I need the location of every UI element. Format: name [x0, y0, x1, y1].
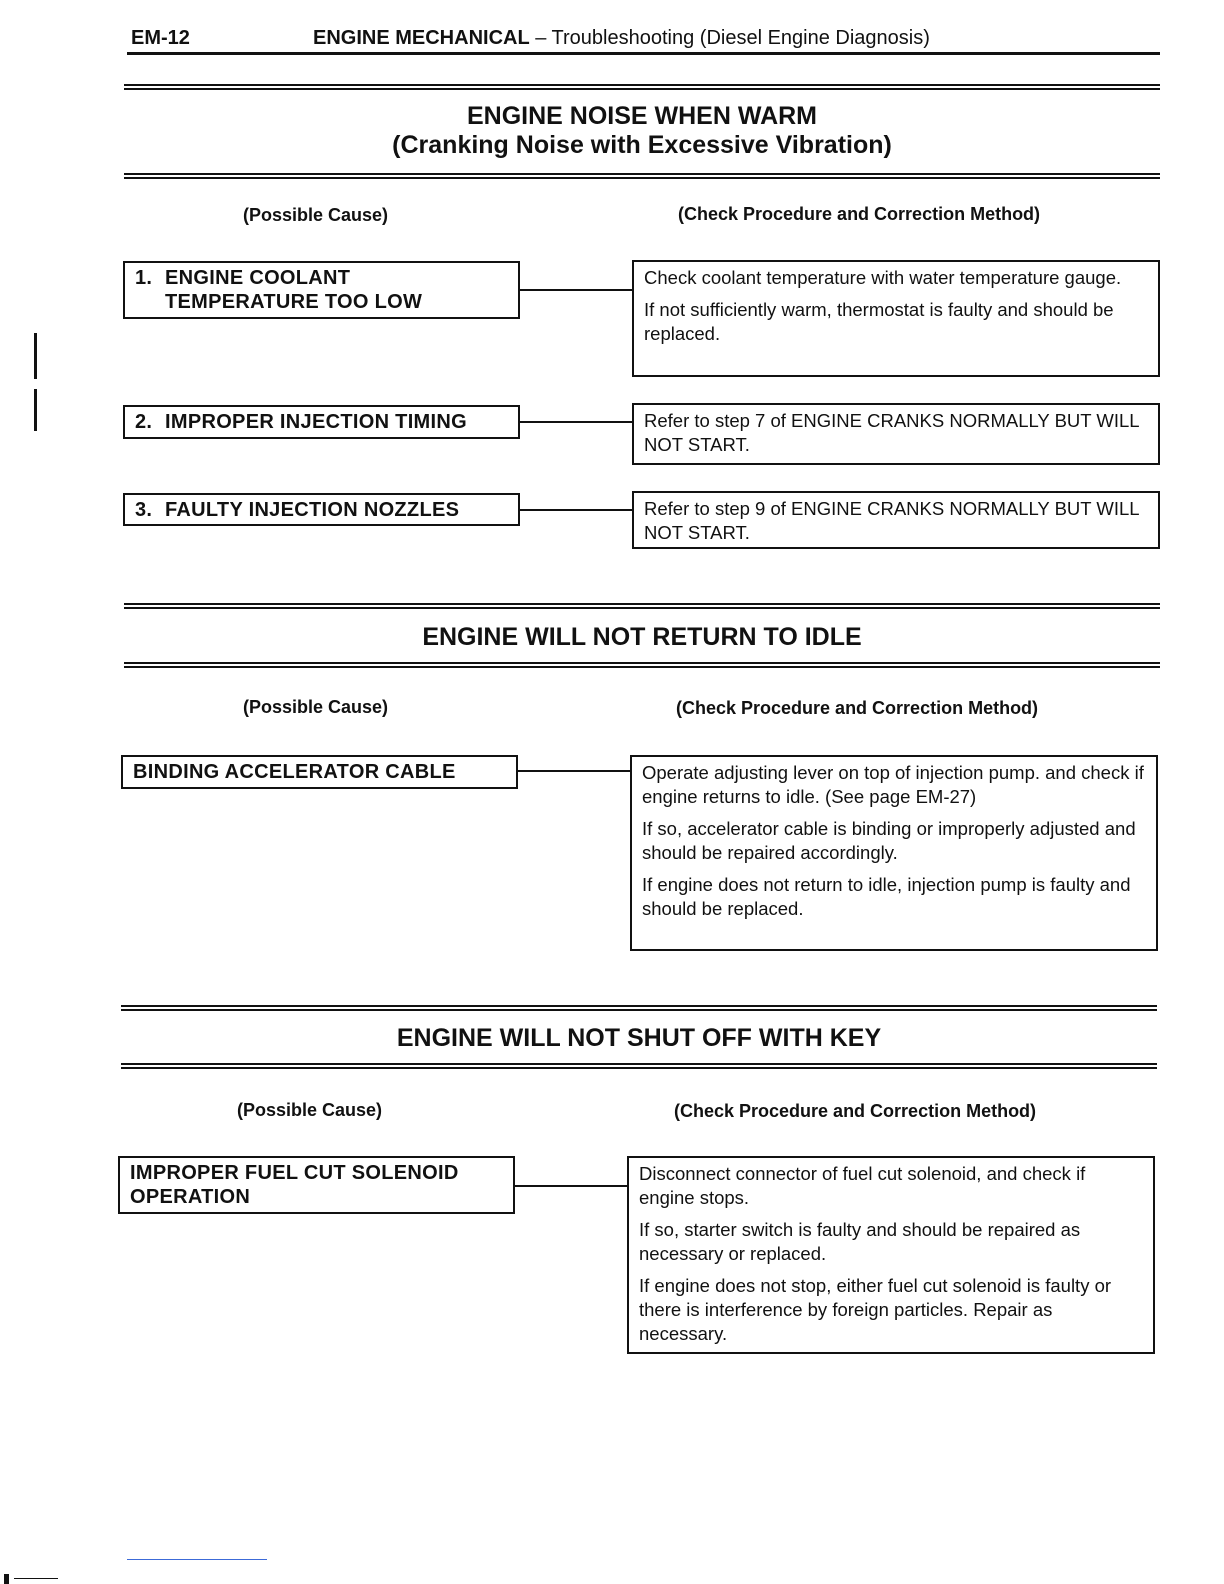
check-procedure-heading: (Check Procedure and Correction Method) — [676, 698, 1039, 718]
check-box — [630, 755, 1158, 951]
section-title-line: ENGINE NOISE WHEN WARM — [466, 102, 817, 130]
cause-text-continued: OPERATION — [130, 1186, 251, 1208]
cause-box — [118, 1156, 515, 1214]
section-title: ENGINE WILL NOT SHUT OFF WITH KEY — [396, 1024, 882, 1052]
cause-box — [123, 493, 520, 526]
connector-line — [518, 770, 630, 772]
cause-text: IMPROPER FUEL CUT SOLENOID — [130, 1162, 459, 1184]
margin-change-bar — [34, 389, 37, 431]
section-rule-bottom — [124, 173, 1160, 179]
header-rule — [127, 52, 1160, 55]
check-step: Check coolant temperature with water temperature gauge. — [644, 267, 1122, 288]
cause-box — [123, 405, 520, 439]
cause-box — [121, 755, 518, 789]
check-step: Refer to step 9 of ENGINE CRANKS NORMALLY BUT WILL NOT START. — [644, 498, 1139, 543]
possible-cause-heading: (Possible Cause) — [243, 205, 389, 225]
check-step: If so, accelerator cable is binding or improperly adjusted and should be repaired accordingly. — [642, 818, 1136, 863]
header-subtitle: – Troubleshooting (Diesel Engine Diagnosis) — [529, 27, 930, 49]
section-rule-bottom — [124, 662, 1160, 668]
check-step: If not sufficiently warm, thermostat is faulty and should be replaced. — [644, 299, 1114, 344]
section-rule-bottom — [121, 1063, 1157, 1069]
header-section: ENGINE MECHANICAL — [313, 27, 530, 49]
check-step: If so, starter switch is faulty and should be repaired as necessary or replaced. — [639, 1219, 1081, 1264]
cause-box — [123, 261, 520, 319]
cause-text: ENGINE COOLANT — [165, 267, 351, 289]
section-rule-top — [124, 603, 1160, 609]
cause-text-continued: TEMPERATURE TOO LOW — [165, 291, 423, 313]
cause-text: IMPROPER INJECTION TIMING — [165, 411, 467, 433]
check-step: Operate adjusting lever on top of injection pump. and check if engine returns to idle. (See page EM-27) — [642, 762, 1144, 807]
section-rule-top — [121, 1005, 1157, 1011]
cause-text: FAULTY INJECTION NOZZLES — [165, 499, 460, 521]
check-step: If engine does not stop, either fuel cut solenoid is faulty or there is interference by foreign particles. Repair as necessary. — [639, 1275, 1112, 1344]
connector-line — [520, 289, 632, 291]
check-box — [632, 491, 1160, 549]
cause-number: 2. — [135, 411, 153, 433]
cause-number: 1. — [135, 267, 153, 289]
check-box — [627, 1156, 1155, 1354]
section-title-subline: (Cranking Noise with Excessive Vibration) — [392, 131, 892, 159]
page-code: EM-12 — [131, 27, 190, 49]
footer-line — [14, 1578, 58, 1579]
connector-line — [520, 509, 632, 511]
section-rule-top — [124, 84, 1160, 90]
check-step: Refer to step 7 of ENGINE CRANKS NORMALLY BUT WILL NOT START. — [644, 410, 1139, 455]
cause-number: 3. — [135, 499, 153, 521]
section-title: ENGINE WILL NOT RETURN TO IDLE — [422, 623, 862, 651]
possible-cause-heading: (Possible Cause) — [243, 697, 389, 717]
connector-line — [520, 421, 632, 423]
check-procedure-heading: (Check Procedure and Correction Method) — [678, 204, 1041, 224]
check-step: If engine does not return to idle, injection pump is faulty and should be replaced. — [642, 874, 1131, 919]
connector-line — [515, 1185, 627, 1187]
margin-change-bar — [34, 333, 37, 379]
footer-blue-rule — [127, 1559, 267, 1560]
footer-mark — [4, 1574, 9, 1584]
check-step: Disconnect connector of fuel cut solenoid, and check if engine stops. — [639, 1163, 1086, 1208]
check-box — [632, 260, 1160, 377]
section-title — [124, 102, 1160, 160]
possible-cause-heading: (Possible Cause) — [237, 1100, 383, 1120]
cause-text: BINDING ACCELERATOR CABLE — [133, 761, 456, 783]
check-box — [632, 403, 1160, 465]
page-header-title — [313, 27, 930, 50]
check-procedure-heading: (Check Procedure and Correction Method) — [674, 1101, 1037, 1121]
